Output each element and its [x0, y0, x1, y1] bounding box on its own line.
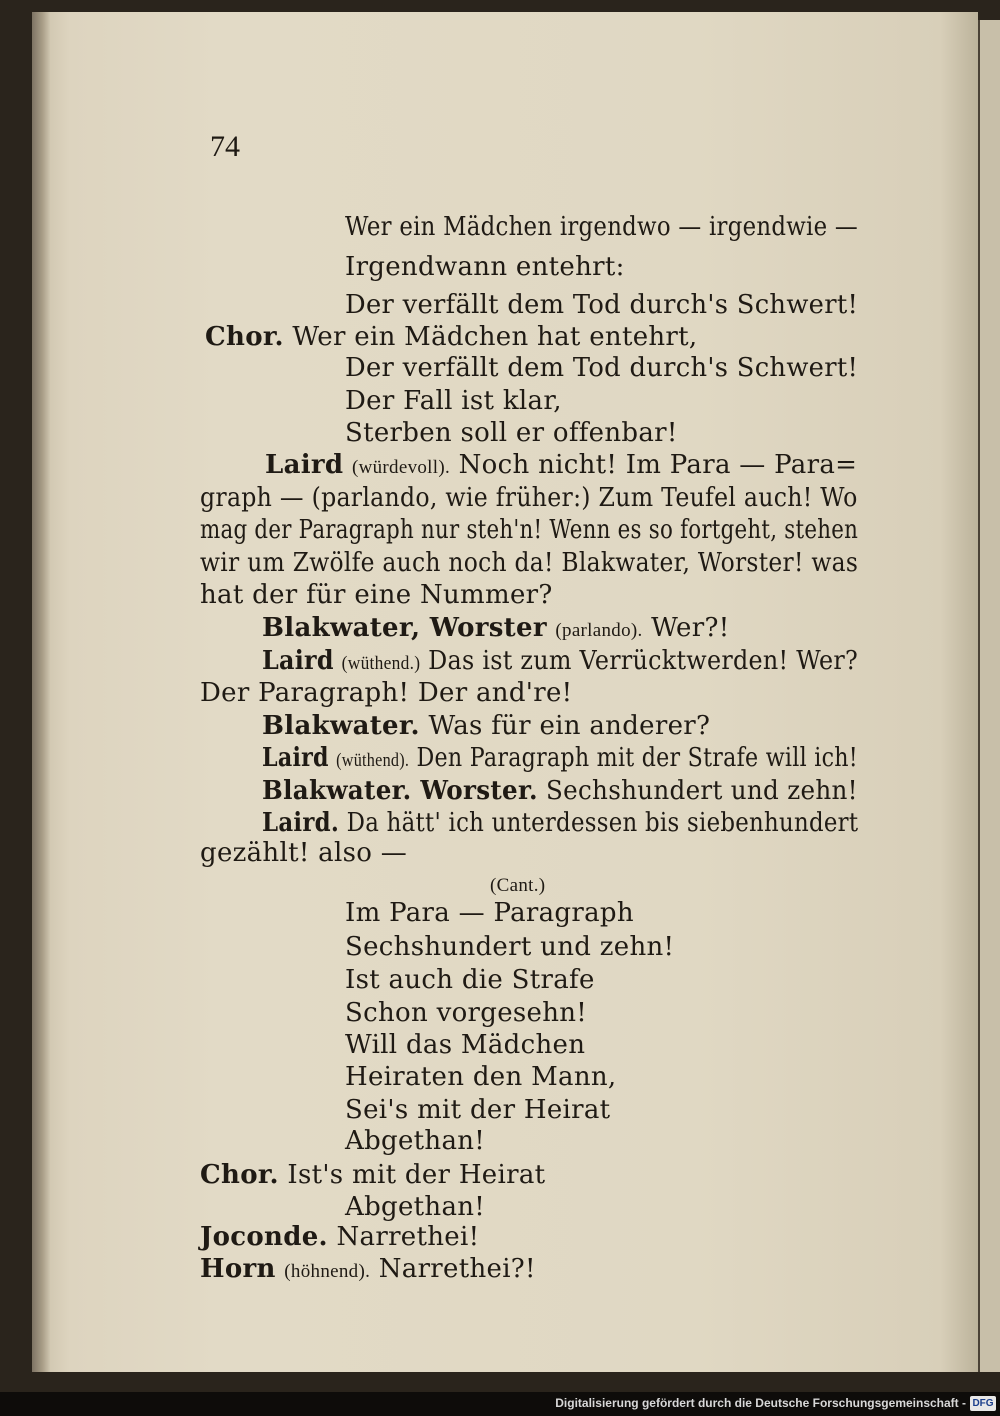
line-text: Wer?! — [651, 613, 730, 643]
line-text: Wer ein Mädchen irgendwo — irgendwie — — [345, 212, 858, 242]
speaker-name: Laird. — [262, 808, 340, 838]
line-text: Ist's mit der Heirat — [287, 1160, 546, 1190]
speaker-name: Blakwater. — [262, 711, 420, 741]
line-text: Sechshundert und zehn! — [345, 932, 675, 962]
line-text: Ist auch die Strafe — [345, 965, 595, 995]
text-line — [205, 322, 697, 352]
text-line — [262, 808, 858, 838]
line-text: Das ist zum Verrücktwerden! Wer? — [428, 646, 859, 676]
text-line — [345, 932, 674, 962]
text-line — [345, 998, 587, 1028]
line-text: Irgendwann entehrt: — [345, 252, 625, 282]
text-line — [345, 353, 858, 383]
line-text: Noch nicht! Im Para — Para= — [458, 450, 858, 480]
text-line — [200, 1160, 545, 1190]
speaker-name: Laird — [265, 450, 344, 480]
text-line — [345, 1192, 485, 1222]
line-text: Was für ein anderer? — [428, 711, 711, 741]
stage-direction: (wüthend.) — [341, 653, 421, 674]
text-line — [345, 290, 858, 320]
line-text: Sterben soll er offenbar! — [345, 418, 678, 448]
line-text: gezählt! also — — [200, 838, 408, 868]
stage-direction: (Cant.) — [490, 875, 546, 896]
line-text: Sei's mit der Heirat — [345, 1095, 611, 1125]
text-line — [490, 868, 545, 898]
line-text: Der verfällt dem Tod durch's Schwert! — [345, 290, 859, 320]
line-text: Abgethan! — [345, 1126, 486, 1156]
text-line — [262, 613, 729, 643]
line-text: Will das Mädchen — [345, 1030, 586, 1060]
text-line — [200, 548, 858, 578]
stage-direction: (höhnend). — [284, 1261, 371, 1282]
text-line — [262, 743, 858, 773]
line-text: Abgethan! — [345, 1192, 486, 1222]
text-line — [345, 965, 595, 995]
line-text: Wer ein Mädchen hat entehrt, — [292, 322, 698, 352]
text-line — [200, 580, 553, 610]
text-line — [265, 450, 857, 480]
line-text: Den Paragraph mit der Strafe will ich! — [416, 743, 858, 773]
text-line — [200, 515, 858, 545]
text-line — [200, 483, 858, 513]
text-line — [345, 418, 678, 448]
line-text: Der Paragraph! Der and're! — [200, 678, 573, 708]
page-number: 74 — [210, 130, 240, 163]
line-text: Der verfällt dem Tod durch's Schwert! — [345, 353, 859, 383]
dfg-logo: DFG — [970, 1396, 996, 1411]
line-text: Narrethei?! — [378, 1254, 536, 1284]
text-line — [200, 838, 407, 868]
speaker-name: Blakwater. Worster. — [262, 776, 538, 806]
text-line — [345, 252, 625, 282]
text-line — [345, 898, 634, 928]
line-text: wir um Zwölfe auch noch da! Blakwater, Worster! was — [200, 548, 859, 578]
text-line — [345, 212, 858, 242]
speaker-name: Chor. — [205, 322, 284, 352]
facing-page-edge — [978, 20, 1000, 1372]
stage-direction: (würdevoll). — [351, 457, 451, 478]
line-text: Schon vorgesehn! — [345, 998, 588, 1028]
text-line — [200, 1222, 479, 1252]
text-line — [345, 386, 562, 416]
speaker-name: Horn — [200, 1254, 276, 1284]
text-line — [200, 678, 572, 708]
stage-direction: (parlando). — [555, 620, 643, 641]
text-line — [262, 646, 858, 676]
line-text: Narrethei! — [336, 1222, 480, 1252]
line-text: hat der für eine Nummer? — [200, 580, 553, 610]
text-line — [200, 1254, 536, 1284]
text-line — [345, 1062, 616, 1092]
text-line — [345, 1030, 585, 1060]
text-line — [262, 711, 710, 741]
text-line — [345, 1095, 610, 1125]
line-text: Sechshundert und zehn! — [545, 776, 858, 806]
text-line — [345, 1126, 485, 1156]
line-text: Im Para — Paragraph — [345, 898, 634, 928]
stage-direction: (wüthend). — [336, 750, 410, 771]
speaker-name: Laird — [262, 743, 329, 773]
speaker-name: Laird — [262, 646, 334, 676]
line-text: Heiraten den Mann, — [345, 1062, 617, 1092]
line-text: Der Fall ist klar, — [345, 386, 562, 416]
speaker-name: Joconde. — [200, 1222, 328, 1252]
footer-credit: Digitalisierung gefördert durch die Deutsche Forschungsgemeinschaft - — [555, 1396, 966, 1410]
book-gutter — [32, 12, 50, 1372]
line-text: mag der Paragraph nur steh'n! Wenn es so fortgeht, stehen — [200, 515, 859, 545]
line-text: graph — (parlando, wie früher:) Zum Teufel auch! Wo — [200, 483, 858, 513]
speaker-name: Blakwater, Worster — [262, 613, 547, 643]
line-text: Da hätt' ich unterdessen bis siebenhundert — [346, 808, 859, 838]
text-line — [262, 776, 858, 806]
speaker-name: Chor. — [200, 1160, 279, 1190]
